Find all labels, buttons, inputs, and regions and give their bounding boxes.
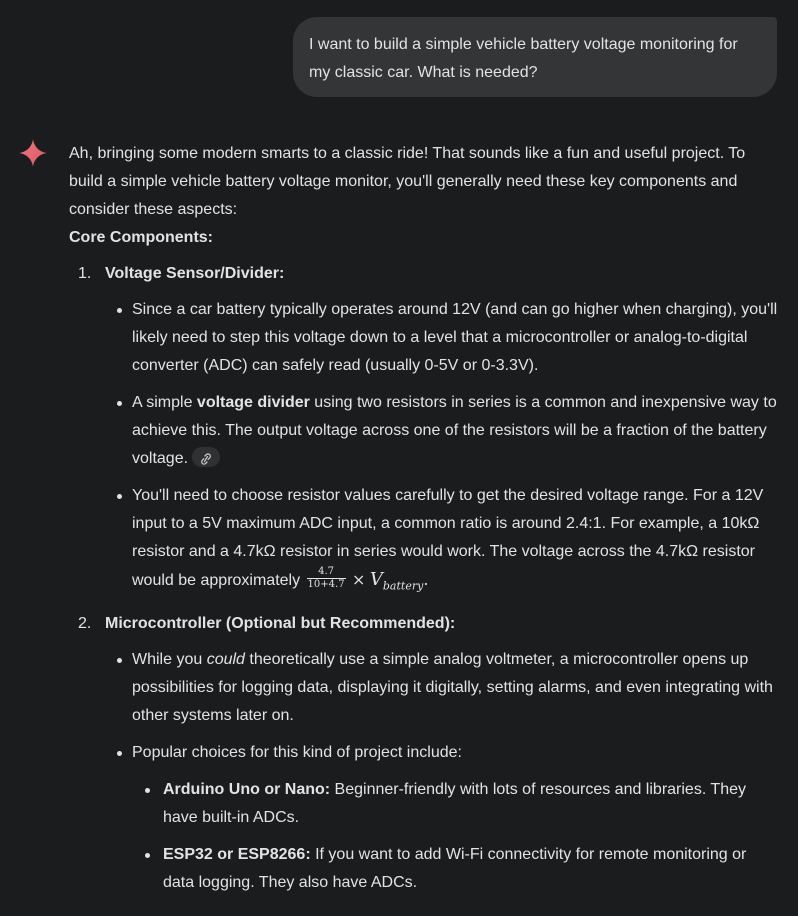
bullet-list — [105, 296, 781, 601]
sub-bullet-item — [132, 776, 781, 832]
bullet-text: If you want to add Wi-Fi connectivity for remote monitoring or data logging. They also have ADCs. — [163, 845, 747, 891]
link-icon[interactable] — [192, 447, 220, 467]
italic-term: could — [206, 650, 245, 668]
bold-term: Arduino Uno or Nano: — [163, 780, 331, 798]
list-item — [69, 260, 781, 601]
list-item — [69, 610, 781, 897]
list-number: 2. — [78, 614, 92, 632]
formula-variable — [369, 569, 424, 593]
bold-term: ESP32 or ESP8266: — [163, 845, 311, 863]
bullet-text: using two resistors in series is a common and inexpensive way to achieve this. The output voltage across one of the resistors will be a fraction of the battery voltage. — [132, 394, 777, 467]
response-intro: Ah, bringing some modern smarts to a classic ride! That sounds like a fun and useful project. To build a simple vehicle battery voltage monitor, you'll generally need these key components and consider these aspects: — [69, 145, 746, 218]
bullet-item — [105, 296, 781, 380]
bullet-item — [105, 389, 781, 473]
bold-term: voltage divider — [196, 394, 310, 411]
fraction-numerator: 4.7 — [307, 566, 346, 579]
section-heading: Core Components: — [69, 229, 213, 246]
bullet-item — [105, 646, 781, 730]
assistant-response — [69, 140, 781, 906]
bullet-text: Popular choices for this kind of project include: — [132, 743, 462, 761]
bullet-text: You'll need to choose resistor values carefully to get the desired voltage range. For a 12V input to a 5V maximum ADC input, a common ratio is around 2.4:1. For example, a 10kΩ resistor and a 4.7kΩ resistor in series would work. The voltage across the 4.7kΩ resistor would be approximately — [132, 487, 764, 589]
bullet-text: While you — [132, 650, 207, 668]
user-message-bubble — [293, 17, 777, 97]
item-title: Microcontroller (Optional but Recommended): — [105, 614, 456, 632]
gemini-spark-icon — [18, 138, 48, 168]
user-message-text: I want to build a simple vehicle battery voltage monitoring for my classic car. What is needed? — [309, 36, 738, 81]
bullet-text: Since a car battery typically operates around 12V (and can go higher when charging), you'll likely need to step this voltage down to a level that a microcontroller or analog-to-digital converter (ADC) can safely read (usually 0-5V or 0-3.3V). — [132, 301, 778, 374]
item-title: Voltage Sensor/Divider: — [105, 265, 285, 282]
list-number: 1. — [78, 265, 92, 282]
bullet-text: Beginner-friendly with lots of resources and libraries. They have built-in ADCs. — [163, 780, 746, 826]
bullet-item — [105, 739, 781, 897]
bullet-text: A simple — [132, 394, 197, 411]
formula-end: . — [423, 570, 429, 589]
components-list — [69, 260, 781, 897]
variable-subscript: battery — [382, 579, 424, 593]
sub-bullet-item — [132, 841, 781, 897]
formula-operator: × — [352, 570, 366, 589]
sub-bullet-list — [132, 776, 781, 897]
bullet-item — [105, 482, 781, 601]
formula-fraction — [307, 566, 346, 591]
bullet-text: theoretically use a simple analog voltmeter, a microcontroller opens up possibilities for logging data, displaying it digitally, setting alarms, and even integrating with other systems later on. — [132, 650, 773, 724]
fraction-denominator: 10+4.7 — [307, 579, 345, 591]
variable-symbol: V — [369, 569, 383, 590]
bullet-list — [105, 646, 781, 897]
